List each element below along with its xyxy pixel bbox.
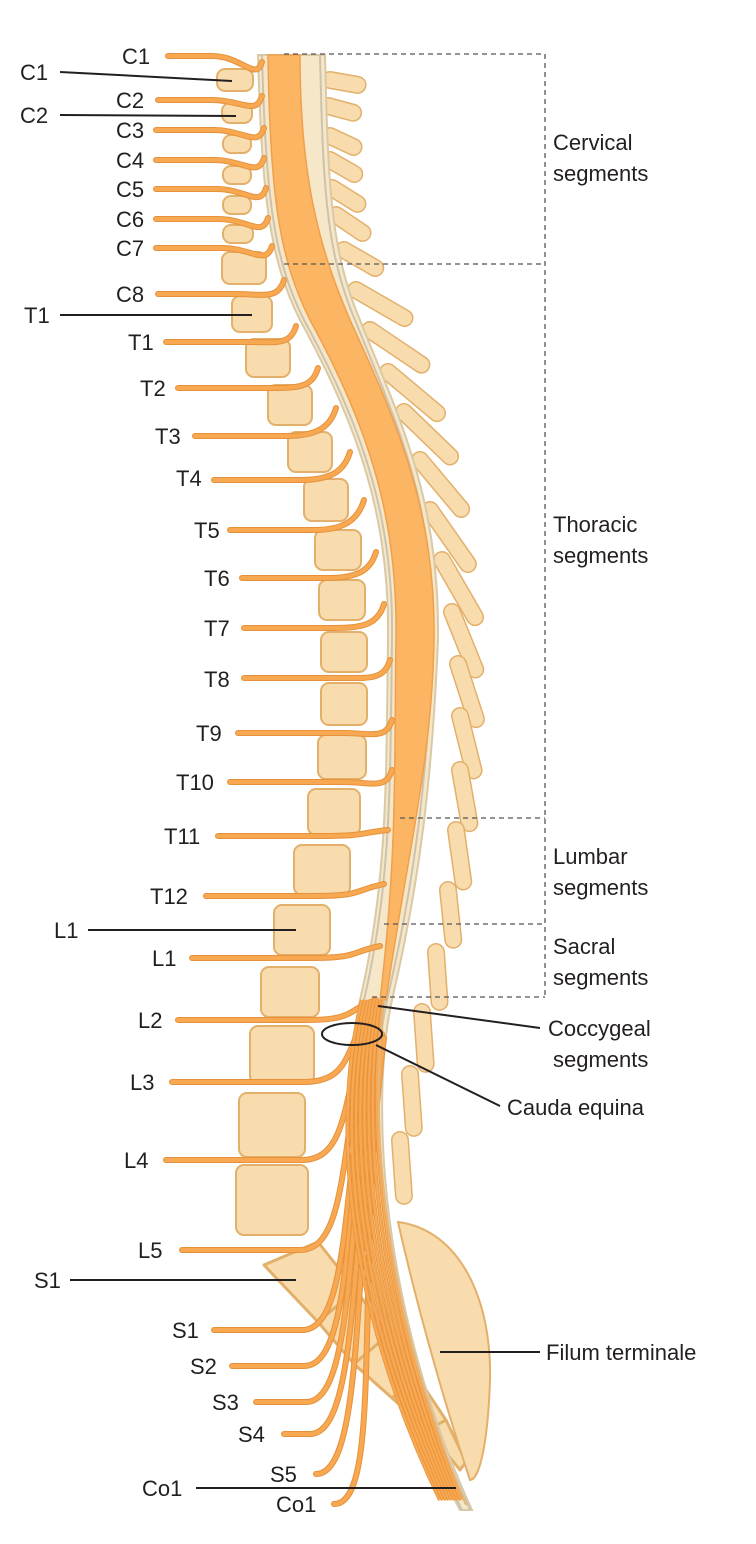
vertebral-body [261,967,319,1017]
spinous-process-fill [422,1012,426,1064]
spinous-process-fill [330,80,358,85]
region-label-cervical-sub: segments [553,161,649,186]
region-label-group [507,130,696,1365]
region-label-thoracic: Thoracic [553,512,638,537]
annotation-coccygeal-sub: segments [553,1047,649,1072]
nerve-label-t10: T10 [176,770,214,795]
spinous-process-fill [344,250,375,268]
spinous-process-fill [328,106,353,113]
region-label-sacral: Sacral [553,934,616,959]
vertebral-body [268,385,312,425]
spinous-process-fill [336,215,363,233]
vertebra-label-c1: C1 [20,60,49,85]
nerve-label-l1: L1 [152,946,177,971]
nerve-label-t2: T2 [140,376,166,401]
nerve-root-fill [158,280,284,295]
spinous-process-fill [436,952,439,1002]
nerve-label-c5: C5 [116,177,145,202]
annotation-coccygeal: Coccygeal [548,1016,651,1041]
vertebra-label-t1: T1 [24,303,50,328]
nerve-root-fill [230,770,392,784]
vertebral-body [250,1026,314,1084]
nerve-label-l3: L3 [130,1070,155,1095]
spinous-process-fill [448,890,453,940]
nerve-label-s5: S5 [270,1462,297,1487]
nerve-label-t12: T12 [150,884,188,909]
spinous-process-fill [332,188,357,204]
vertebra-label-l1: L1 [54,918,79,943]
nerve-label-s2: S2 [190,1354,217,1379]
vertebra-label-c2: C2 [20,103,49,128]
nerve-label-c6: C6 [116,207,145,232]
vertebra-label-s1: S1 [34,1268,61,1293]
nerve-label-t1: T1 [128,330,154,355]
nerve-label-t8: T8 [204,667,230,692]
nerve-label-l2: L2 [138,1008,163,1033]
vertebra-label-co1: Co1 [142,1476,183,1501]
nerve-label-c4: C4 [116,148,145,173]
nerve-label-l5: L5 [138,1238,163,1263]
nerve-root-fill [195,408,336,436]
nerve-root-fill [156,188,266,197]
vertebral-body [304,479,348,521]
nerve-root-fill [238,720,392,734]
vertebral-body [294,845,350,895]
spinous-process-fill [400,1140,404,1196]
nerve-label-t3: T3 [155,424,181,449]
vertebral-body [239,1093,305,1157]
vertebral-body [321,632,367,672]
nerve-label-t9: T9 [196,721,222,746]
nerve-label-s1: S1 [172,1318,199,1343]
region-label-lumbar: Lumbar [553,844,628,869]
spinous-process-fill [456,830,463,881]
nerve-label-t4: T4 [176,466,202,491]
nerve-label-c8: C8 [116,282,145,307]
spinous-process-fill [410,1074,414,1128]
nerve-label-t11: T11 [164,824,201,849]
vertebral-body [236,1165,308,1235]
vertebral-body [321,683,367,725]
nerve-label-l4: L4 [124,1148,149,1173]
spinous-process-fill [420,460,461,509]
spinous-process-fill [330,136,354,147]
nerve-label-t7: T7 [204,616,230,641]
region-label-sacral-sub: segments [553,965,649,990]
nerve-label-t5: T5 [194,518,220,543]
vertebral-body [318,735,366,779]
vertebral-body [315,530,361,570]
annotation-cauda-equina: Cauda equina [507,1095,645,1120]
region-label-cervical: Cervical [553,130,633,155]
nerve-label-c1: C1 [122,44,151,69]
nerve-label-s4: S4 [238,1422,265,1447]
region-label-lumbar-sub: segments [553,875,649,900]
vertebral-body [223,196,251,214]
annotation-filum-terminale: Filum terminale [546,1340,697,1365]
nerve-root-fill [156,218,268,227]
vertebral-body [319,580,365,620]
nerve-label-s3: S3 [212,1390,239,1415]
spinous-process-fill [370,330,421,365]
spinous-process-fill [460,770,469,823]
nerve-label-c2: C2 [116,88,145,113]
region-label-thoracic-sub: segments [553,543,649,568]
nerve-label-c3: C3 [116,118,145,143]
nerve-label-co1: Co1 [276,1492,317,1517]
vertebra-label-group [20,60,182,1501]
vertebral-body [308,789,360,835]
nerve-label-t6: T6 [204,566,230,591]
nerve-label-c7: C7 [116,236,145,261]
